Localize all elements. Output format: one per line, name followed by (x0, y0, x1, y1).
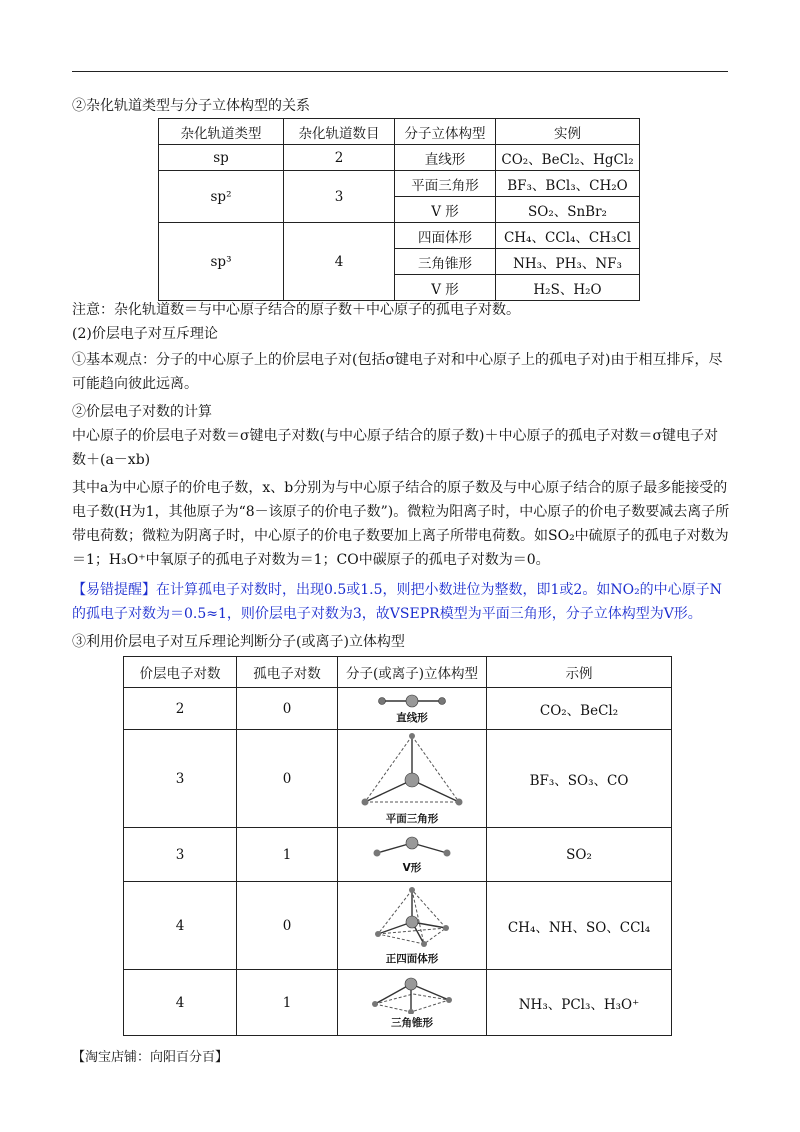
cell-shape: 平面三角形 (395, 171, 496, 197)
cell-type: sp² (159, 171, 284, 223)
v-shape-molecule-icon (367, 835, 457, 859)
header-rule (72, 71, 728, 72)
basic-view-text: ①基本观点：分子的中心原子上的价层电子对(包括σ键电子对和中心原子上的孤电子对)由于相互排斥，尽可能趋向彼此远离。 (72, 352, 723, 392)
cell-count: 3 (284, 171, 395, 223)
cell-count: 4 (284, 223, 395, 301)
footer-shop-label: 【淘宝店铺：向阳百分百】 (72, 1050, 229, 1065)
shape-caption: 直线形 (396, 711, 428, 724)
cell-count: 2 (284, 145, 395, 171)
shape-caption: 三角锥形 (391, 1016, 433, 1029)
cell-lone: 0 (237, 882, 338, 970)
calc-heading: ②价层电子对数的计算 (72, 404, 212, 420)
table-row (124, 882, 672, 970)
table-header-row (159, 119, 640, 145)
cell-example: NH₃、PH₃、NF₃ (496, 249, 640, 275)
cell-shape (338, 688, 487, 730)
section-heading: ②杂化轨道类型与分子立体构型的关系 (72, 98, 310, 114)
vsepr-table (123, 656, 672, 1036)
cell-pairs: 2 (124, 688, 237, 730)
cell-example: CH₄、CCl₄、CH₃Cl (496, 223, 640, 249)
trigonal-planar-icon (357, 732, 467, 810)
warning-text: 【易错提醒】在计算孤电子对数时，出现0.5或1.5，则把小数进位为整数，即1或2。如NO₂的中心原子N的孤电子对数为＝0.5≈1，则价层电子对数为3，故VSEPR模型为平面三角形，分子立体构型为V形。 (72, 582, 722, 622)
cell-pairs: 3 (124, 730, 237, 828)
column-header: 孤电子对数 (237, 657, 338, 688)
predict-heading: ③利用价层电子对互斥理论判断分子(或离子)立体构型 (72, 634, 405, 650)
cell-lone: 1 (237, 828, 338, 882)
column-header: 实例 (496, 119, 640, 145)
cell-example: NH₃、PCl₃、H₃O⁺ (487, 970, 672, 1036)
cell-shape (338, 882, 487, 970)
table-row (159, 171, 640, 197)
trigonal-pyramidal-icon (367, 976, 457, 1014)
table-row (159, 223, 640, 249)
cell-shape: 直线形 (395, 145, 496, 171)
cell-lone: 1 (237, 970, 338, 1036)
table-row (124, 688, 672, 730)
cell-example: H₂S、H₂O (496, 275, 640, 301)
column-header: 杂化轨道类型 (159, 119, 284, 145)
cell-shape: 四面体形 (395, 223, 496, 249)
cell-pairs: 3 (124, 828, 237, 882)
column-header: 分子(或离子)立体构型 (338, 657, 487, 688)
cell-example: SO₂ (487, 828, 672, 882)
cell-shape (338, 730, 487, 828)
linear-molecule-icon (372, 693, 452, 709)
cell-example: CO₂、BeCl₂ (487, 688, 672, 730)
cell-example: SO₂、SnBr₂ (496, 197, 640, 223)
vsepr-heading: (2)价层电子对互斥理论 (72, 326, 218, 342)
cell-type: sp (159, 145, 284, 171)
column-header: 价层电子对数 (124, 657, 237, 688)
shape-caption: 正四面体形 (385, 952, 439, 965)
table-row (159, 145, 640, 171)
cell-example: CO₂、BeCl₂、HgCl₂ (496, 145, 640, 171)
column-header: 示例 (487, 657, 672, 688)
cell-lone: 0 (237, 688, 338, 730)
cell-example: BF₃、SO₃、CO (487, 730, 672, 828)
cell-shape: 三角锥形 (395, 249, 496, 275)
shape-caption: 平面三角形 (385, 812, 439, 825)
cell-shape (338, 828, 487, 882)
calc-formula: 中心原子的价层电子对数＝σ键电子对数(与中心原子结合的原子数)＋中心原子的孤电子对数＝σ键电子对数＋(a－xb) (72, 428, 719, 468)
table-row (124, 730, 672, 828)
cell-lone: 0 (237, 730, 338, 828)
cell-pairs: 4 (124, 970, 237, 1036)
calc-explain: 其中a为中心原子的价电子数，x、b分别为与中心原子结合的原子数及与中心原子结合的原子最多能接受的电子数(H为1，其他原子为“8－该原子的价电子数”)。微粒为阳离子时，中心原子的价电子数要减去离子所带电荷数；微粒为阴离子时，中心原子的价电子数要加上离子所带电荷数。如SO₂中硫原子的孤电子对数为＝1；H₃O⁺中氧原子的孤电子对数为＝1；CO中碳原子的孤电子对数为＝0。 (72, 480, 730, 568)
table-row (124, 970, 672, 1036)
shape-caption: V形 (402, 861, 422, 874)
note-text: 注意：杂化轨道数＝与中心原子结合的原子数＋中心原子的孤电子对数。 (72, 302, 520, 318)
cell-example: BF₃、BCl₃、CH₂O (496, 171, 640, 197)
column-header: 分子立体构型 (395, 119, 496, 145)
table-row (124, 828, 672, 882)
hybridization-table (158, 118, 640, 301)
cell-pairs: 4 (124, 882, 237, 970)
cell-shape: V 形 (395, 197, 496, 223)
cell-shape: V 形 (395, 275, 496, 301)
cell-shape (338, 970, 487, 1036)
column-header: 杂化轨道数目 (284, 119, 395, 145)
tetrahedral-icon (372, 886, 452, 950)
cell-type: sp³ (159, 223, 284, 301)
table-header-row (124, 657, 672, 688)
cell-example: CH₄、NH、SO、CCl₄ (487, 882, 672, 970)
